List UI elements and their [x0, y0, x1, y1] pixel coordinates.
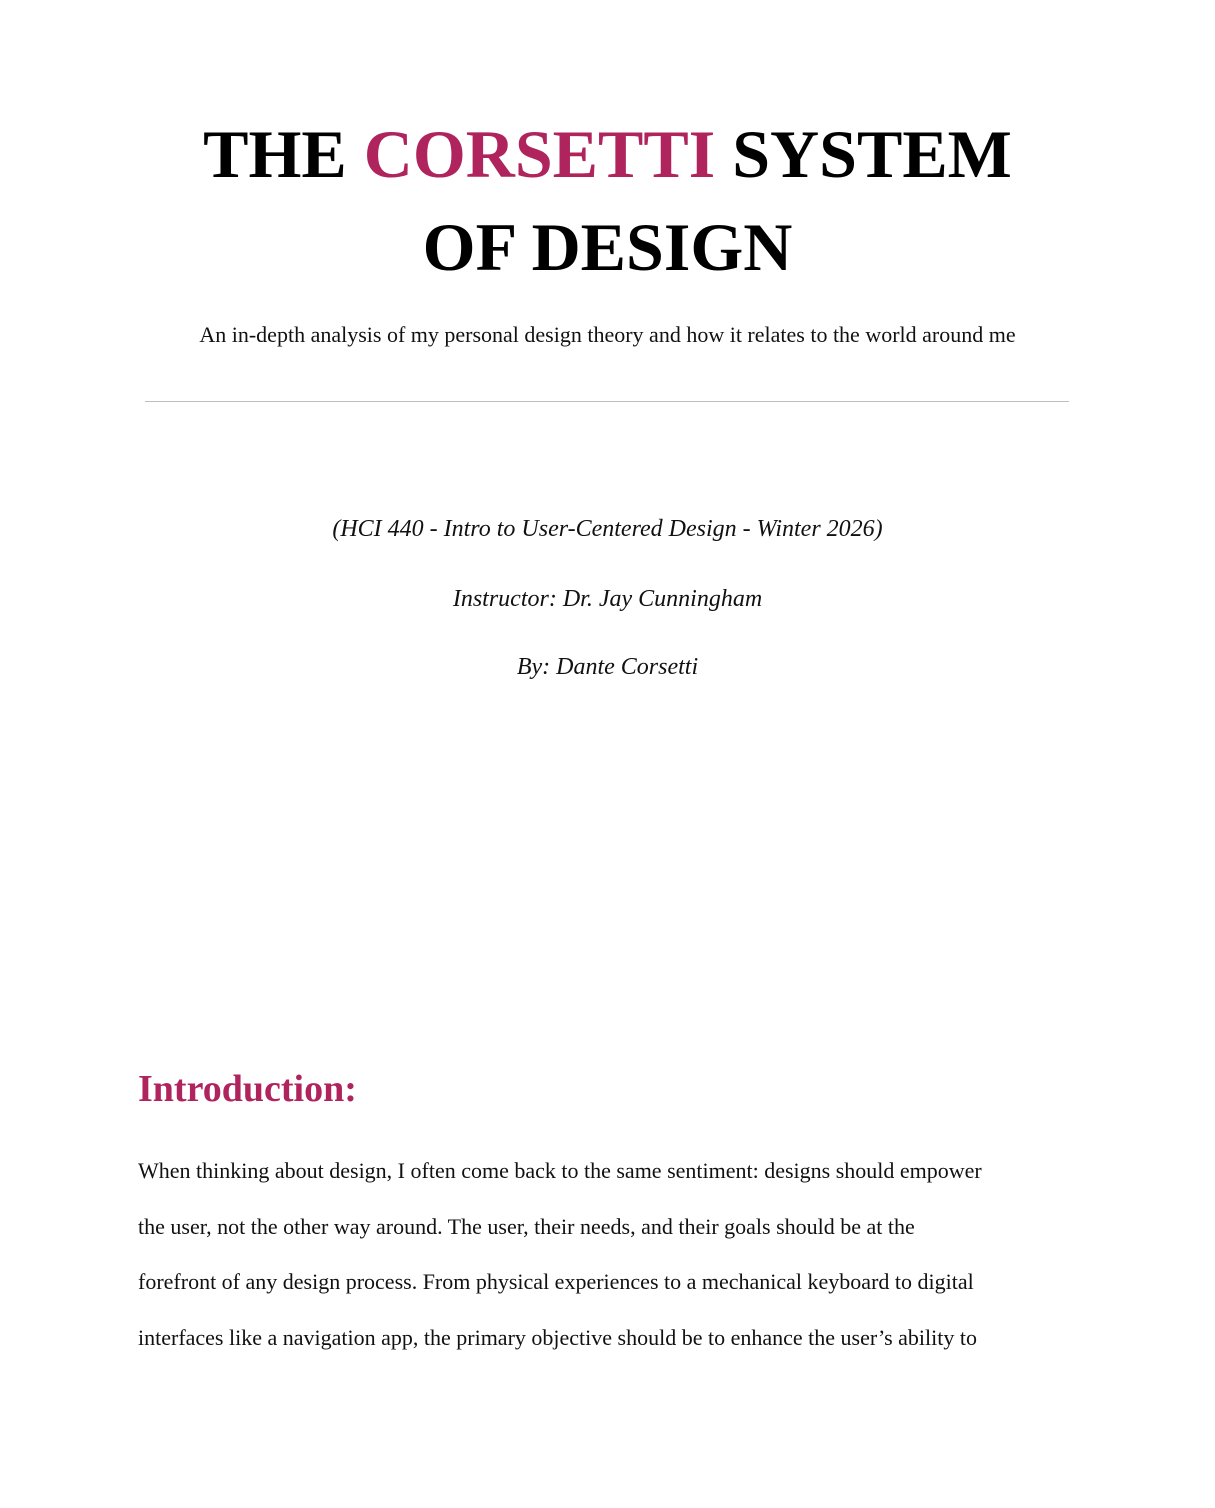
introduction-heading: Introduction: — [138, 1068, 357, 1110]
author-info: By: Dante Corsetti — [516, 654, 699, 680]
title-line-2: OF DESIGN — [422, 209, 793, 285]
document-subtitle: An in-depth analysis of my personal design theory and how it relates to the world around me — [199, 322, 1016, 347]
title-accent-name: CORSETTI — [363, 116, 716, 192]
section-divider — [145, 401, 1069, 402]
instructor-info: Instructor: Dr. Jay Cunningham — [452, 586, 763, 612]
course-info: (HCI 440 - Intro to User-Centered Design - Winter 2026) — [332, 516, 883, 542]
introduction-line: When thinking about design, I often come back to the same sentiment: designs should empower — [138, 1158, 982, 1183]
introduction-line: interfaces like a navigation app, the primary objective should be to enhance the user’s ability to — [138, 1324, 977, 1350]
introduction-line: forefront of any design process. From physical experiences to a mechanical keyboard to digital — [138, 1269, 974, 1294]
document-title — [0, 108, 1215, 294]
title-part-2: SYSTEM — [715, 116, 1012, 192]
introduction-line: the user, not the other way around. The user, their needs, and their goals should be at the — [138, 1213, 915, 1239]
title-part-1: THE — [203, 116, 364, 192]
introduction-body — [138, 1143, 1068, 1365]
